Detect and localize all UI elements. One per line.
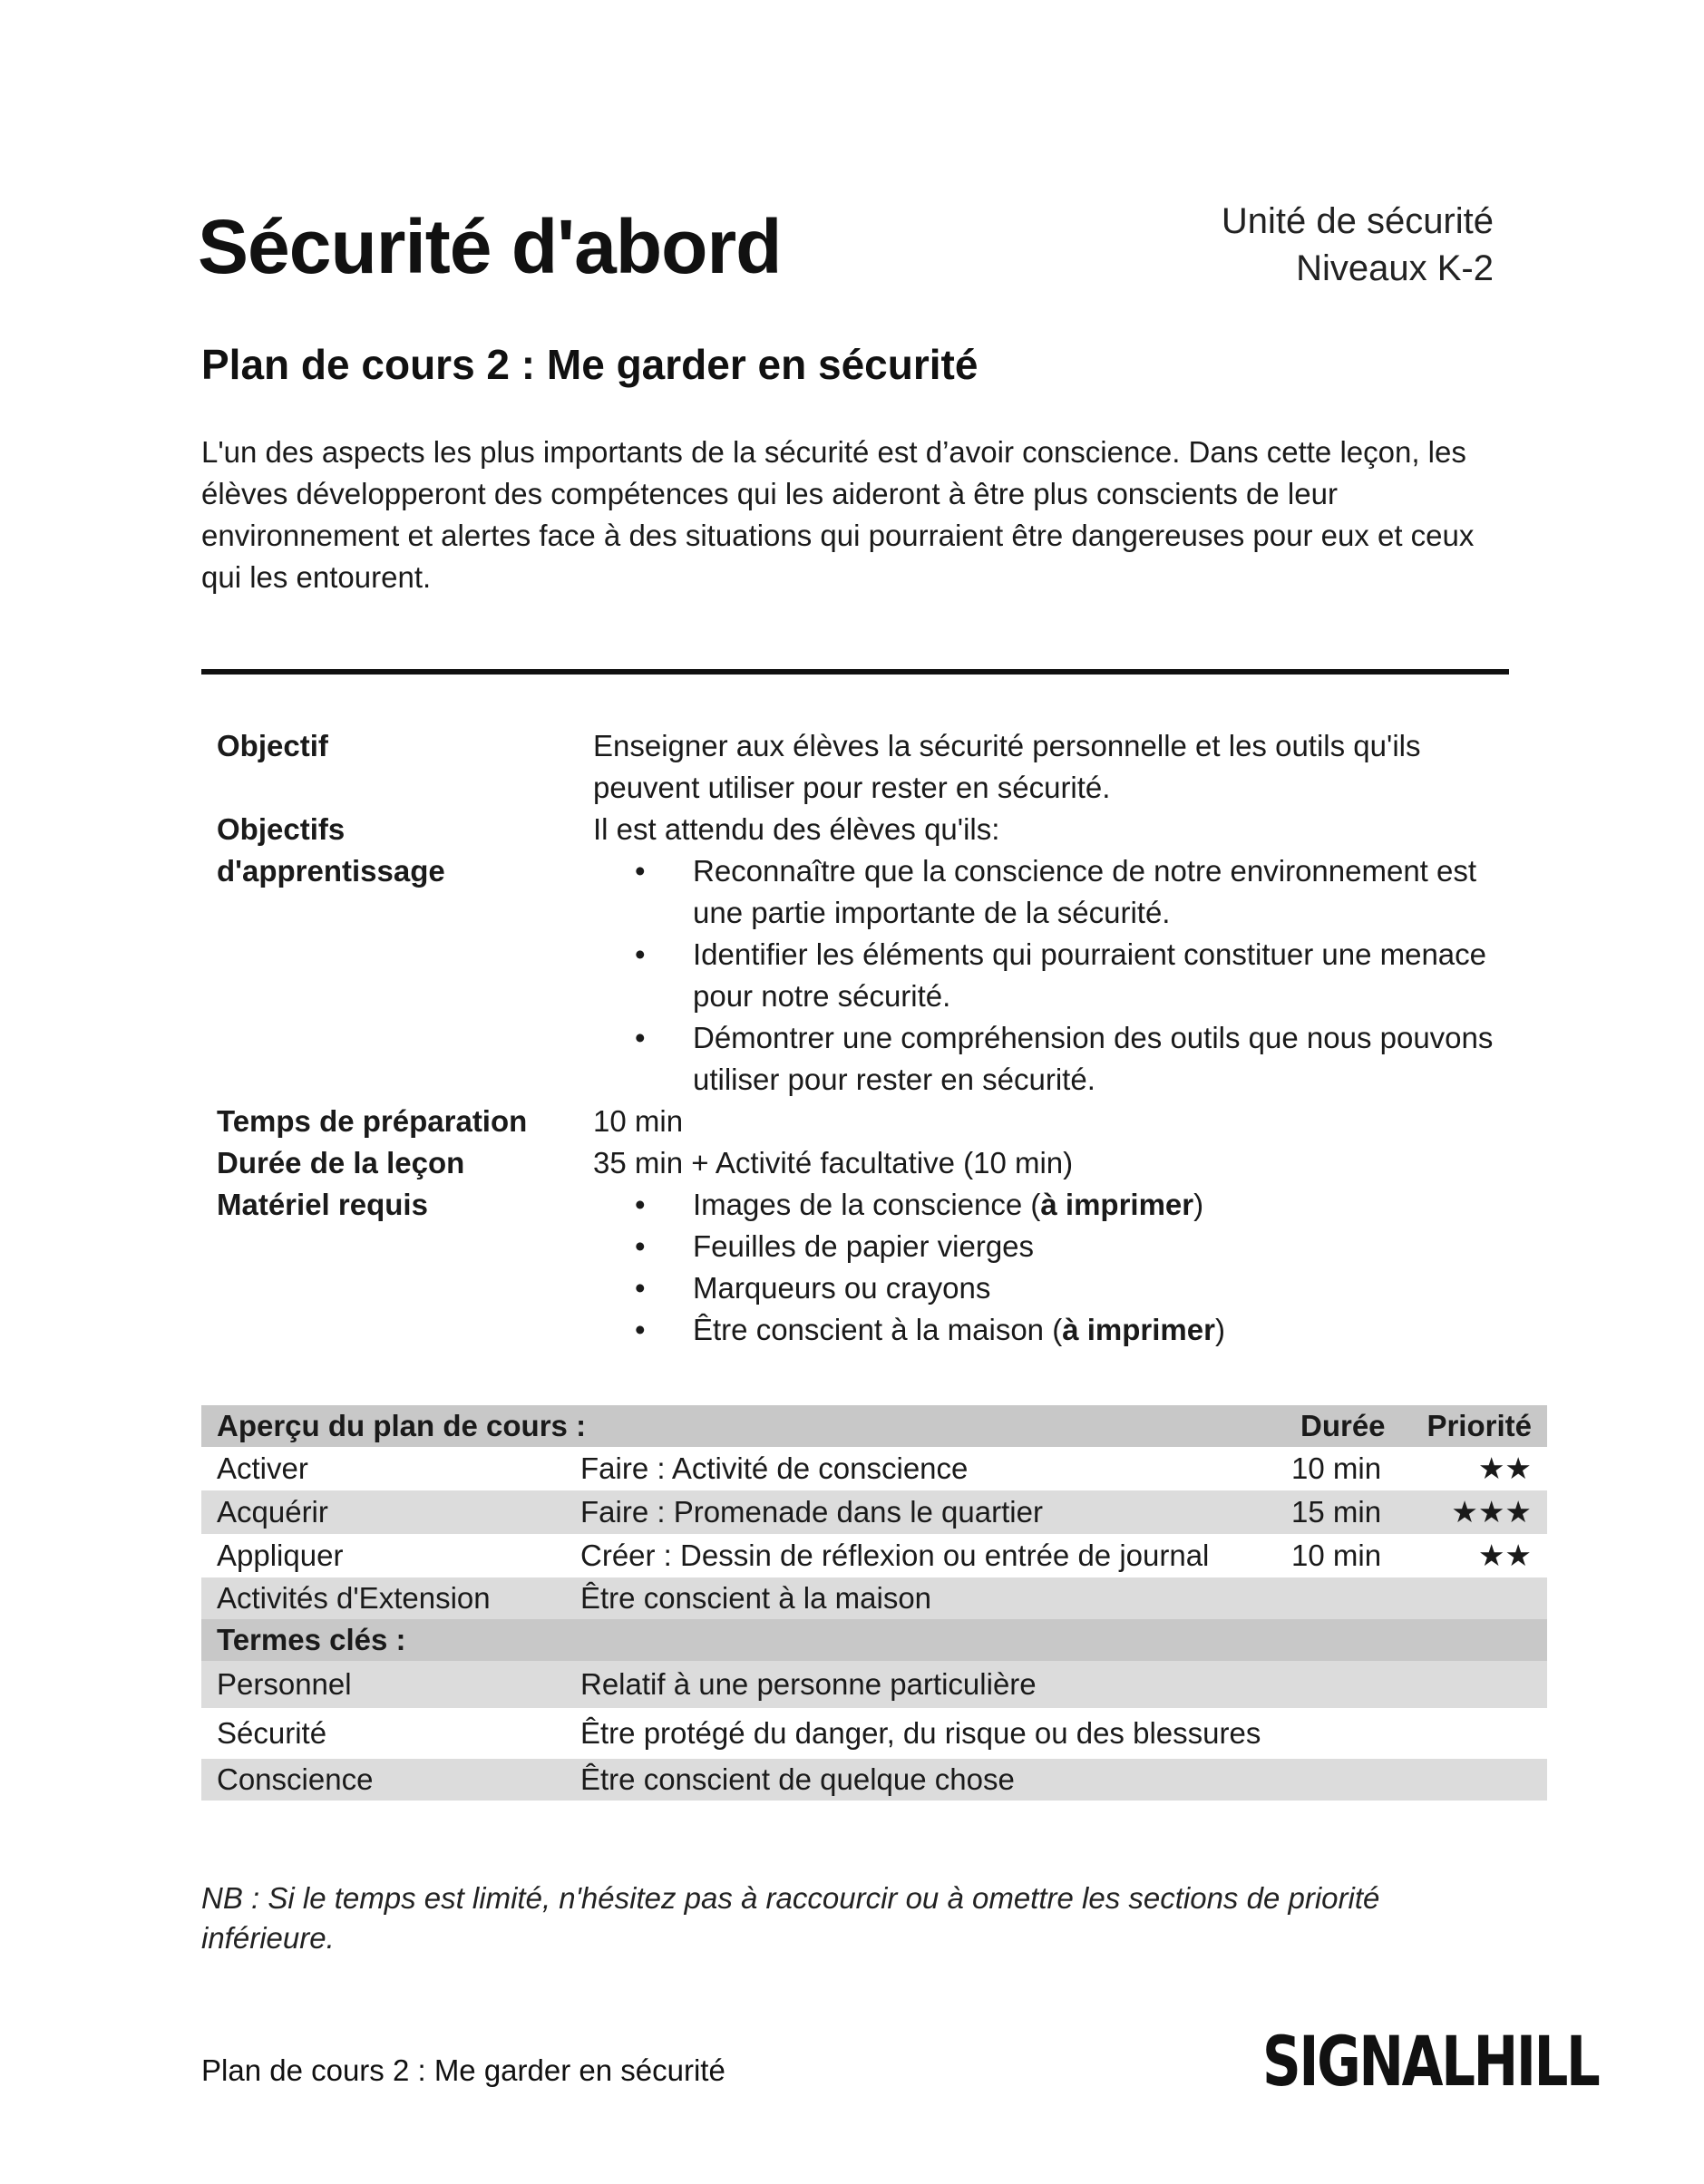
objective-label: Objectif — [217, 729, 328, 762]
footer-text: Plan de cours 2 : Me garder en sécurité — [201, 2053, 725, 2087]
materials-list — [635, 1184, 1524, 1351]
list-item: • Marqueurs ou crayons — [635, 1267, 1524, 1309]
priority-stars: ★★★ — [1451, 1495, 1532, 1529]
table-row: Appliquer Créer : Dessin de réflexion ou entrée de journal 10 min ★★ — [201, 1534, 1547, 1577]
priority-stars: ★★ — [1477, 1451, 1532, 1485]
table-header-row: Aperçu du plan de cours : Durée Priorité — [201, 1405, 1547, 1447]
table-row: Sécurité Être protégé du danger, du risque ou des blessures — [217, 1716, 1261, 1750]
page-title: Sécurité d'abord — [198, 204, 782, 289]
lesson-duration-label: Durée de la leçon — [217, 1146, 465, 1179]
table-row: Acquérir Faire : Promenade dans le quartier 15 min ★★★ — [201, 1490, 1547, 1534]
list-item: • Reconnaître que la conscience de notre environnement est une partie importante de la sécurité. — [635, 850, 1524, 934]
prep-time-value: 10 min — [593, 1104, 684, 1138]
learning-intro: Il est attendu des élèves qu'ils: — [593, 812, 1000, 846]
grade-levels: Niveaux K-2 — [1296, 248, 1494, 288]
unit-name: Unité de sécurité — [1221, 201, 1494, 241]
list-item: • Identifier les éléments qui pourraient constituer une menace pour notre sécurité. — [635, 934, 1524, 1017]
lesson-title: Plan de cours 2 : Me garder en sécurité — [201, 341, 979, 388]
list-item: • Feuilles de papier vierges — [635, 1226, 1524, 1267]
key-terms-header: Termes clés : — [201, 1619, 1547, 1661]
table-row: Activer Faire : Activité de conscience 10 min ★★ — [201, 1447, 1547, 1490]
unit-info — [1222, 198, 1494, 292]
materials-label: Matériel requis — [217, 1188, 428, 1221]
learning-objectives-label: Objectifs d'apprentissage — [217, 812, 445, 888]
table-row: Personnel Relatif à une personne particulière — [201, 1661, 1547, 1708]
priority-stars: ★★ — [1477, 1539, 1532, 1572]
table-row: Activités d'Extension Être conscient à la maison — [201, 1577, 1547, 1619]
objective-text: Enseigner aux élèves la sécurité personnelle et les outils qu'ils peuvent utiliser pour rester en sécurité. — [593, 729, 1421, 804]
prep-time-label: Temps de préparation — [217, 1104, 528, 1138]
intro-paragraph: L'un des aspects les plus importants de la sécurité est d’avoir conscience. Dans cette leçon, les élèves développeront des compétences qui les aideront à être plus conscients de leur environnement et alertes face à des situations qui pourraient être dangereuses pour eux et ceux qui les entourent. — [201, 435, 1475, 594]
learning-objectives-list — [635, 850, 1524, 1101]
divider — [201, 669, 1509, 675]
list-item: • Images de la conscience (à imprimer) — [635, 1184, 1524, 1226]
signalhill-logo: SIGNALHILL — [1262, 2021, 1599, 2101]
priority-note: NB : Si le temps est limité, n'hésitez pas à raccourcir ou à omettre les sections de priorité inférieure. — [201, 1881, 1380, 1955]
list-item: • Démontrer une compréhension des outils que nous pouvons utiliser pour rester en sécurité. — [635, 1017, 1524, 1101]
list-item: • Être conscient à la maison (à imprimer) — [635, 1309, 1524, 1351]
table-row: Conscience Être conscient de quelque chose — [201, 1759, 1547, 1801]
lesson-duration-value: 35 min + Activité facultative (10 min) — [593, 1146, 1074, 1179]
